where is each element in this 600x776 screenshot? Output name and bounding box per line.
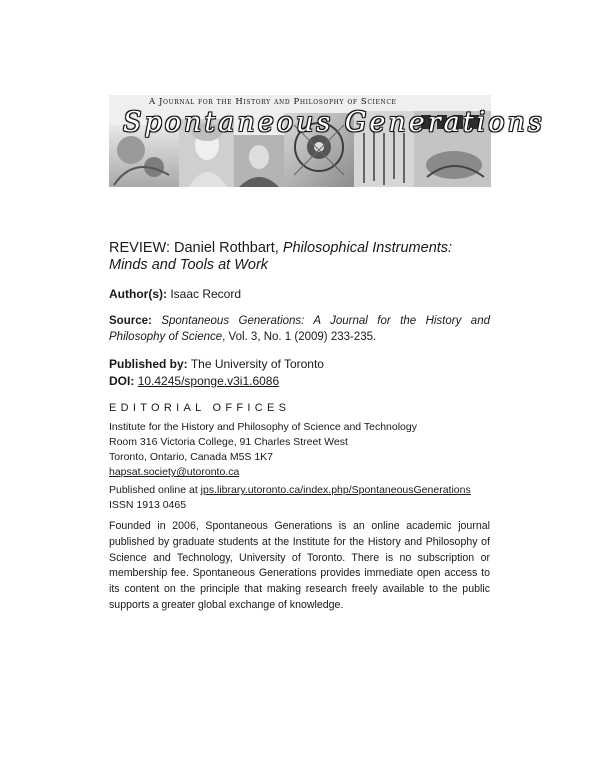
founded-paragraph: Founded in 2006, Spontaneous Generations is an online academic journal published by graduate students at the Institute for the History and Philosophy of Science and Technology, University of Toronto. There is no subscription or membership fee. Spontaneous Generations provides immediate open access to its content on the principle that making research freely available to the public supports a greater global exchange of knowledge. <box>109 520 490 611</box>
review-title <box>109 240 494 274</box>
journal-title-logo: Spontaneous Generations <box>123 107 545 138</box>
source-label: Source: <box>109 315 152 327</box>
published-online-line <box>109 483 471 498</box>
published-by-value: The University of Toronto <box>190 357 324 371</box>
authors-label: Author(s): <box>109 287 167 301</box>
editorial-offices-heading: EDITORIAL OFFICES <box>109 402 291 414</box>
address-line-2: Room 316 Victoria College, 91 Charles Street West <box>109 436 348 448</box>
source-details: , Vol. 3, No. 1 (2009) 233-235. <box>222 331 377 343</box>
email-link[interactable]: hapsat.society@utoronto.ca <box>109 466 240 478</box>
published-by-label: Published by: <box>109 357 188 371</box>
doi-link[interactable]: 10.4245/sponge.v3i1.6086 <box>137 374 280 388</box>
source-paragraph <box>109 313 490 345</box>
published-online-prefix: Published online at <box>109 484 201 496</box>
source-journal: Spontaneous Generations: A Journal for the History and Philosophy of Science <box>109 315 490 343</box>
journal-banner <box>109 95 545 187</box>
address-line-3: Toronto, Ontario, Canada M5S 1K7 <box>109 451 274 463</box>
doi-line <box>109 373 279 389</box>
doi-label: DOI: <box>109 374 135 388</box>
email-line <box>109 465 239 480</box>
journal-url-link[interactable]: jps.library.utoronto.ca/index.php/SpontaneousGenerations <box>200 484 471 496</box>
review-title-prefix: REVIEW: Daniel Rothbart, <box>109 240 283 256</box>
book-title: Philosophical Instruments: Minds and Tools at Work <box>109 240 453 273</box>
journal-subtitle: A Journal for the History and Philosophy of Science <box>149 97 397 107</box>
authors-value: Isaac Record <box>170 287 242 301</box>
issn-line: ISSN 1913 0465 <box>109 499 187 511</box>
published-by-line <box>109 356 324 372</box>
address-line-1: Institute for the History and Philosophy of Science and Technology <box>109 421 417 433</box>
authors-line <box>109 286 241 302</box>
